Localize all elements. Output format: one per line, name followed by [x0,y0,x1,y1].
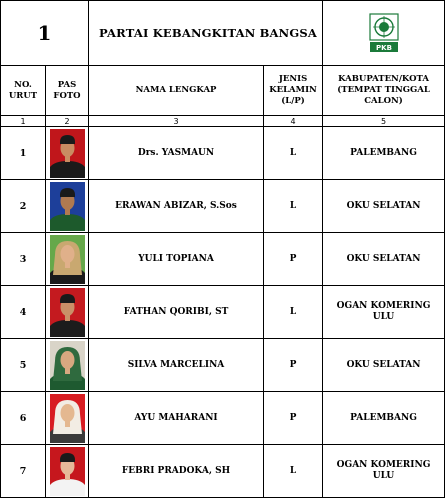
table-row [1,127,445,180]
candidate-photo-cell [46,180,89,233]
col-nama-lengkap: NAMA LENGKAP [89,66,264,116]
col-no-urut: NO. URUT [1,66,46,116]
candidate-region: OGAN KOMERING ULU [323,445,445,498]
candidate-photo-cell [46,339,89,392]
candidate-number: 2 [1,180,46,233]
candidate-gender: L [264,286,323,339]
candidate-region: PALEMBANG [323,127,445,180]
candidate-number: 4 [1,286,46,339]
pkb-logo-icon [369,13,399,53]
logo-text: PKB [375,44,392,52]
candidate-gender: L [264,180,323,233]
column-index: 4 [264,116,323,127]
candidate-region: OGAN KOMERING ULU [323,286,445,339]
candidate-region: OKU SELATAN [323,180,445,233]
candidate-photo [50,341,85,390]
column-index-row [1,116,445,127]
table-row [1,339,445,392]
col-kabupaten-kota: KABUPATEN/KOTA (TEMPAT TINGGAL CALON) [323,66,445,116]
col-jenis-kelamin: JENIS KELAMIN (L/P) [264,66,323,116]
party-number: 1 [1,1,89,66]
candidate-number: 3 [1,233,46,286]
candidate-region: OKU SELATAN [323,339,445,392]
candidate-number: 5 [1,339,46,392]
candidate-name: ERAWAN ABIZAR, S.Sos [89,180,264,233]
candidate-number: 6 [1,392,46,445]
candidate-photo [50,129,85,178]
table-row [1,233,445,286]
candidate-gender: L [264,445,323,498]
column-index: 1 [1,116,46,127]
column-index: 3 [89,116,264,127]
candidate-name: YULI TOPIANA [89,233,264,286]
candidate-number: 7 [1,445,46,498]
table-row [1,445,445,498]
candidate-gender: P [264,339,323,392]
candidate-gender: P [264,233,323,286]
candidate-name: SILVA MARCELINA [89,339,264,392]
candidate-region: OKU SELATAN [323,233,445,286]
candidate-region: PALEMBANG [323,392,445,445]
party-name: PARTAI KEBANGKITAN BANGSA [89,1,323,66]
candidate-number: 1 [1,127,46,180]
candidate-name: AYU MAHARANI [89,392,264,445]
candidate-photo-cell [46,392,89,445]
candidate-photo-cell [46,286,89,339]
candidate-photo [50,394,85,443]
candidate-gender: L [264,127,323,180]
candidate-name: Drs. YASMAUN [89,127,264,180]
table-row [1,392,445,445]
candidate-photo [50,447,85,496]
table-row [1,180,445,233]
col-pas-foto: PAS FOTO [46,66,89,116]
column-index: 5 [323,116,445,127]
candidate-photo-cell [46,445,89,498]
table-row [1,286,445,339]
candidate-photo [50,235,85,284]
candidate-photo-cell [46,233,89,286]
candidate-photo [50,288,85,337]
candidate-photo [50,182,85,231]
party-logo-cell [323,1,445,66]
candidate-photo-cell [46,127,89,180]
column-index: 2 [46,116,89,127]
candidate-gender: P [264,392,323,445]
candidate-name: FEBRI PRADOKA, SH [89,445,264,498]
candidate-name: FATHAN QORIBI, ST [89,286,264,339]
